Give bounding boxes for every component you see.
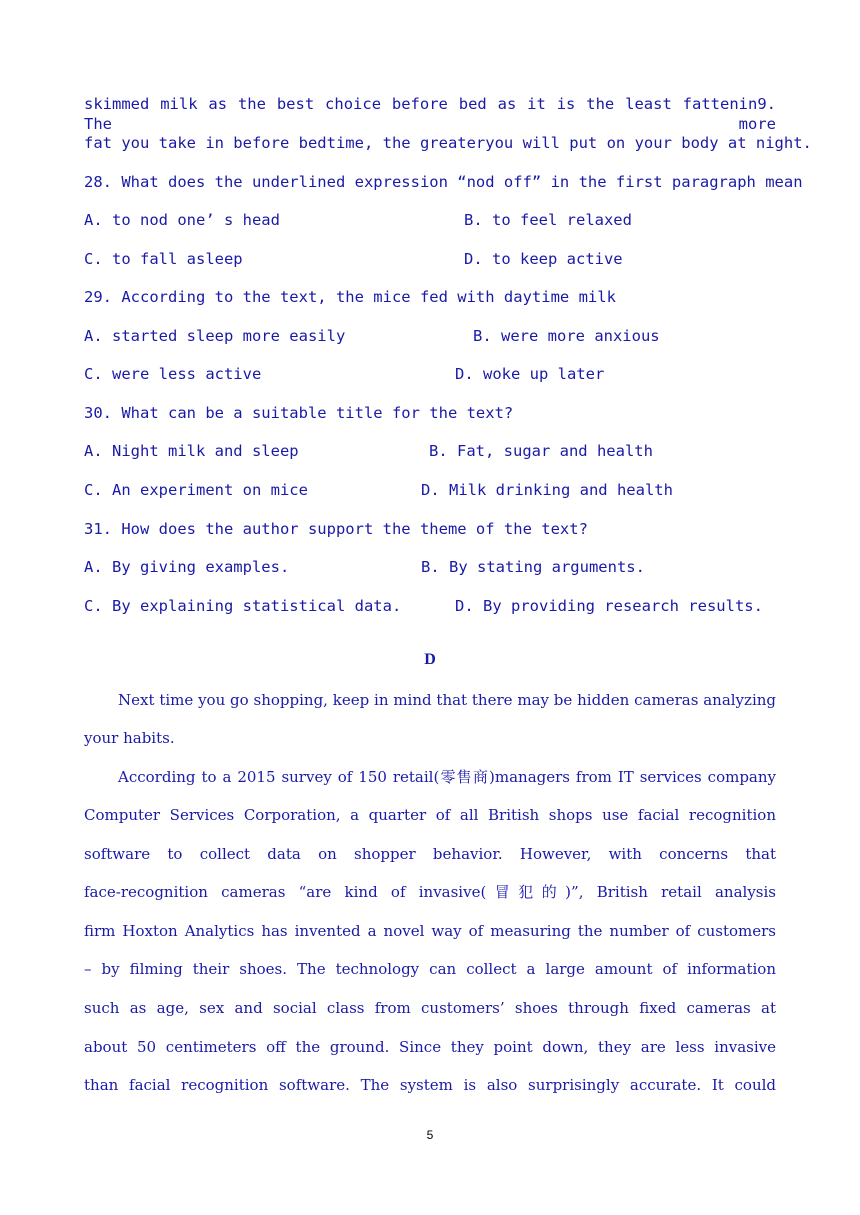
passage-text-line: such as age, sex and social class from customers’ shoes through fixed cameras at (84, 999, 776, 1017)
passage-text-line: Computer Services Corporation, a quarter of all British shops use facial recognition (84, 806, 776, 824)
passage-text-line: than facial recognition software. The system is also surprisingly accurate. It could (84, 1076, 776, 1094)
question-31-stem: 31. How does the author support the theme of the text? (84, 520, 588, 538)
option-c: C. An experiment on mice (84, 481, 308, 499)
passage-text-line: skimmed milk as the best choice before bed as it is the least fattenin9. The more (84, 95, 776, 133)
option-a: A. By giving examples. (84, 558, 290, 576)
option-a: A. to nod one’ s head (84, 211, 280, 229)
option-b: B. were more anxious (473, 327, 660, 345)
passage-text-line: your habits. (84, 729, 175, 747)
page-number: 5 (426, 1128, 434, 1142)
passage-text-line: According to a 2015 survey of 150 retail(零售商)managers from IT services company (118, 768, 776, 786)
option-a: A. Night milk and sleep (84, 442, 299, 460)
passage-text-line: firm Hoxton Analytics has invented a novel way of measuring the number of customers (84, 922, 776, 940)
question-28-stem: 28. What does the underlined expression “nod off” in the first paragraph mean (84, 173, 803, 191)
passage-text-line: about 50 centimeters off the ground. Since they point down, they are less invasive (84, 1038, 776, 1056)
option-d: D. woke up later (455, 365, 605, 383)
option-d: D. By providing research results. (455, 597, 763, 615)
option-c: C. to fall asleep (84, 250, 243, 268)
passage-text-line: face-recognition cameras “are kind of invasive(冒犯的)”, British retail analysis (84, 883, 776, 901)
option-b: B. Fat, sugar and health (429, 442, 653, 460)
option-b: B. By stating arguments. (421, 558, 645, 576)
option-d: D. to keep active (464, 250, 623, 268)
passage-text-line: – by filming their shoes. The technology can collect a large amount of information (84, 960, 776, 978)
option-b: B. to feel relaxed (464, 211, 632, 229)
passage-text-line: Next time you go shopping, keep in mind that there may be hidden cameras analyzing (118, 691, 776, 709)
option-a: A. started sleep more easily (84, 327, 346, 345)
section-heading: D (424, 651, 436, 668)
option-c: C. were less active (84, 365, 262, 383)
passage-text-line: software to collect data on shopper behavior. However, with concerns that (84, 845, 776, 863)
passage-text-line: fat you take in before bedtime, the greateryou will put on your body at night. (84, 134, 812, 152)
option-d: D. Milk drinking and health (421, 481, 673, 499)
question-30-stem: 30. What can be a suitable title for the text? (84, 404, 514, 422)
option-c: C. By explaining statistical data. (84, 597, 402, 615)
question-29-stem: 29. According to the text, the mice fed with daytime milk (84, 288, 616, 306)
